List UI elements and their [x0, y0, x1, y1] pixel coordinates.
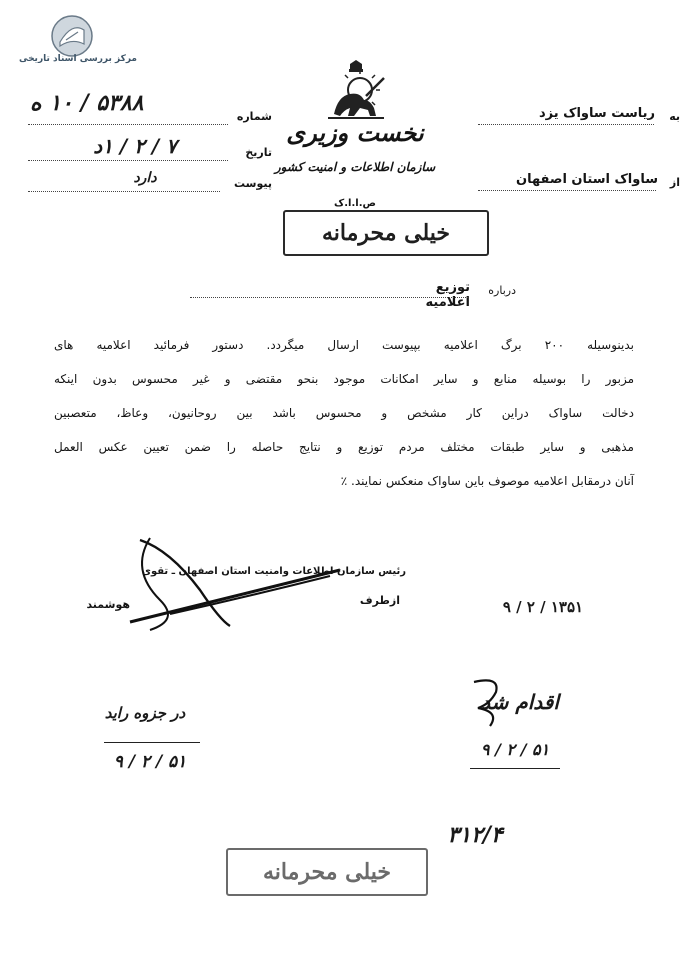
handwritten-left-date: ۹ / ۲ / ۵۱	[113, 752, 187, 772]
classification-stamp-bottom	[226, 848, 428, 896]
to-label: به	[669, 110, 680, 123]
action-scribble-icon	[460, 672, 520, 732]
from-value: ساواک استان اصفهان	[515, 172, 658, 187]
archive-logo-icon	[50, 14, 94, 58]
signature-line-1: رئیس سازمان اطلاعات وامنیت استان اصفهان ـ تقوی	[141, 566, 406, 577]
body-line-1: بدینوسیله ۲۰۰ برگ اعلامیه بپیوست ارسال میگردد. دستور فرمائید اعلامیه های	[54, 338, 634, 352]
lion-and-sun-emblem-icon	[320, 60, 392, 120]
attachment-value: دارد	[133, 170, 157, 186]
classification-stamp-top-text: خیلی محرمانه	[321, 220, 451, 246]
left-date-underline	[104, 742, 200, 743]
header-organization: سازمان اطلاعات و امنیت کشور	[274, 160, 436, 174]
action-date-underline	[470, 768, 560, 769]
classification-stamp-bottom-text: خیلی محرمانه	[262, 859, 392, 885]
from-label: از	[669, 176, 680, 189]
body-line-3: دخالت ساواک دراین کار مشخص و محسوس باشد بین روحانیون، وعاظ، متعصبین	[54, 406, 634, 420]
archive-logo	[18, 14, 138, 64]
body-line-5: آنان درمقابل اعلامیه موصوف باین ساواک منعکس نمایند. ٪	[340, 474, 634, 488]
to-dots	[478, 124, 654, 125]
body-line-2: مزبور را بوسیله منابع و سایر امکانات موجود بنحو مقتضی و غیر محسوس بدون اینکه	[54, 372, 634, 386]
header-title: نخست وزیری	[286, 118, 424, 147]
handwritten-file-number: ۳۱۲/۴	[447, 822, 503, 848]
signature-line-3: هوشمند	[86, 598, 130, 611]
handwritten-left-note: در جزوه راید	[104, 704, 186, 722]
signature-line-2: ازطرف	[359, 594, 400, 607]
attachment-label: پیوست	[234, 177, 272, 190]
handwritten-action-date: ۹ / ۲ / ۵۱	[480, 740, 550, 759]
classification-stamp-top	[283, 210, 489, 256]
subject-dots	[190, 297, 468, 298]
archive-label: مرکز بررسی اسناد تاریخی	[18, 54, 138, 64]
attachment-dots	[28, 191, 220, 192]
from-dots	[478, 190, 656, 191]
date-label: تاریخ	[245, 146, 272, 159]
subject-value: توزیع اعلامیه	[425, 280, 470, 310]
number-dots	[28, 124, 228, 125]
signature-date: ۹ / ۲ / ۱۳۵۱	[502, 598, 584, 616]
header-code: ص.ا.ا.ک	[334, 198, 376, 209]
date-dots	[28, 160, 228, 161]
number-label: شماره	[236, 110, 272, 123]
to-value: ریاست ساواک یزد	[539, 106, 655, 121]
date-value: ۷ / ۲ / ۱د	[93, 134, 177, 158]
body-line-4: مذهبی و سایر طبقات مختلف مردم توزیع و نتایج حاصله را ضمن تعیین عکس العمل	[54, 440, 634, 454]
number-value: ۵۳۸۸ / ۱۰ ه	[30, 90, 144, 116]
signature-scribble-icon	[110, 530, 350, 640]
handwritten-action-note: اقدام شد	[481, 690, 559, 714]
subject-label: درباره	[488, 284, 516, 297]
